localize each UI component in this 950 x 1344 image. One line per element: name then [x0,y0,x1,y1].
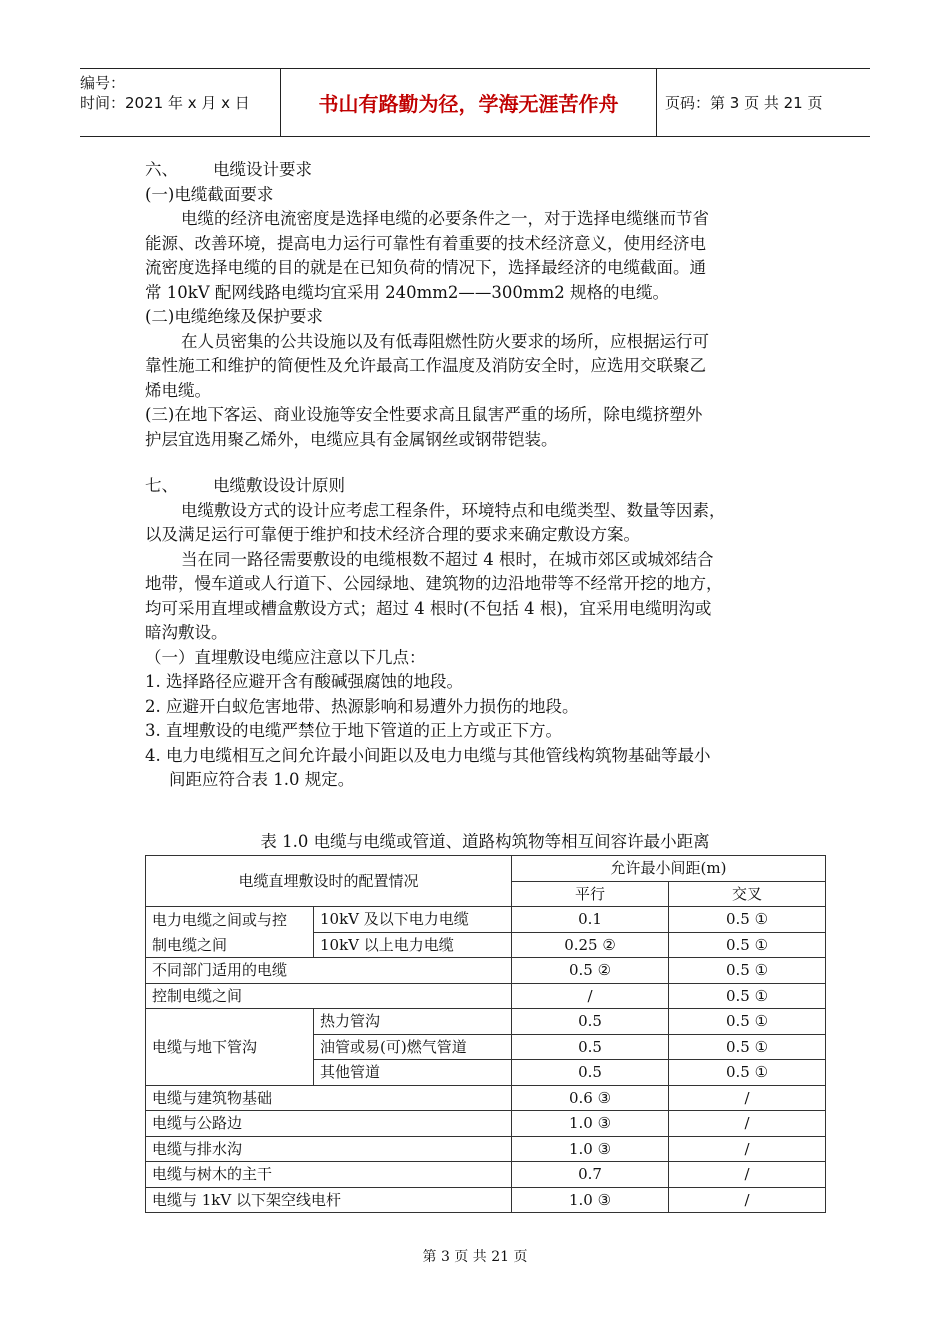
header-allowed-distance: 允许最小间距(m) [512,856,826,882]
row-sublabel: 热力管沟 [314,1009,512,1035]
parallel-value: 0.5 [512,1009,669,1035]
paragraph-line: 均可采用直埋或槽盒敷设方式；超过 4 根时(不包括 4 根)，宜采用电缆明沟或 [145,598,712,618]
list-item: 4. 电力电缆相互之间允许最小间距以及电力电缆与其他管线构筑物基础等最小 [145,745,711,765]
table-row [146,1136,826,1162]
table-row [146,1009,826,1035]
header-config: 电缆直埋敷设时的配置情况 [146,856,512,907]
page-footer: 第 3 页 共 21 页 [422,1249,528,1265]
row-label: 不同部门适用的电缆 [146,958,512,984]
table-row [146,1111,826,1137]
paragraph-line: 护层宜选用聚乙烯外，电缆应具有金属钢丝或钢带铠装。 [145,429,558,449]
paragraph-line: 在人员密集的公共设施以及有低毒阻燃性防火要求的场所，应根据运行可 [181,331,709,351]
row-label: 控制电缆之间 [146,983,512,1009]
row-label: 电缆与排水沟 [146,1136,512,1162]
list-item: 2. 应避开白蚁危害地带、热源影响和易遭外力损伤的地段。 [145,696,579,716]
header-page-number: 页码：第 3 页 共 21 页 [665,94,823,112]
row-label: 电缆与树木的主干 [146,1162,512,1188]
row-sublabel: 10kV 以上电力电缆 [314,932,512,958]
cross-value: 0.5 ① [669,932,826,958]
row-sublabel: 其他管道 [314,1060,512,1086]
paragraph-line: (三)在地下客运、商业设施等安全性要求高且鼠害严重的场所，除电缆挤塑外 [145,405,703,424]
cross-value: / [669,1187,826,1213]
section-heading-6 [145,158,805,183]
subheading: （一）直埋敷设电缆应注意以下几点： [145,647,426,667]
cross-value: / [669,1136,826,1162]
row-sublabel: 10kV 及以下电力电缆 [314,907,512,933]
table-row [146,1162,826,1188]
paragraph-line: 流密度选择电缆的目的就是在已知负荷的情况下，选择最经济的电缆截面。通 [145,258,706,277]
table-row [146,932,826,958]
cross-value: / [669,1111,826,1137]
section-title: 电缆设计要求 [213,160,312,179]
table-row [146,1187,826,1213]
section-number: 七、 [145,476,178,495]
row-label: 电力电缆之间或与控 [146,907,314,933]
parallel-value: 0.6 ③ [512,1085,669,1111]
code-label: 编号： [80,74,126,92]
paragraph-line: 当在同一路径需要敷设的电缆根数不超过 4 根时，在城市郊区或城郊结合 [181,549,714,569]
row-label: 制电缆之间 [146,932,314,958]
paragraph-line: 地带，慢车道或人行道下、公园绿地、建筑物的边沿地带等不经常开挖的地方， [145,574,723,593]
list-item-continuation: 间距应符合表 1.0 规定。 [169,770,355,789]
document-body [145,158,805,793]
header-cross: 交叉 [669,881,826,907]
cross-value: / [669,1085,826,1111]
parallel-value: 1.0 ③ [512,1111,669,1137]
cross-value: 0.5 ① [669,1009,826,1035]
paragraph-line: 以及满足运行可靠便于维护和技术经济合理的要求来确定敷设方案。 [145,525,640,544]
list-item: 3. 直埋敷设的电缆严禁位于地下管道的正上方或正下方。 [145,721,562,740]
page-header [80,68,870,137]
table-row [146,1085,826,1111]
distance-table [145,855,826,1213]
header-motto: 书山有路勤为径，学海无涯苦作舟 [280,69,657,136]
table-header-row [146,856,826,882]
parallel-value: 0.1 [512,907,669,933]
parallel-value: 0.5 [512,1034,669,1060]
row-label: 电缆与建筑物基础 [146,1085,512,1111]
header-meta [80,69,280,136]
table-row [146,907,826,933]
section-heading-7 [145,474,805,499]
table-caption: 表 1.0 电缆与电缆或管道、道路构筑物等相互间容许最小距离 [260,832,710,851]
row-label: 电缆与公路边 [146,1111,512,1137]
paragraph-line: 电缆的经济电流密度是选择电缆的必要条件之一，对于选择电缆继而节省 [181,209,709,228]
paragraph-line: 能源、改善环境，提高电力运行可靠性有着重要的技术经济意义，使用经济电 [145,233,706,253]
table-row [146,958,826,984]
cross-value: 0.5 ① [669,1060,826,1086]
paragraph-line: 暗沟敷设。 [145,623,228,642]
table-row [146,983,826,1009]
cross-value: / [669,1162,826,1188]
cross-value: 0.5 ① [669,983,826,1009]
paragraph-line: 电缆敷设方式的设计应考虑工程条件，环境特点和电缆类型、数量等因素， [181,500,726,520]
parallel-value: 0.5 ② [512,958,669,984]
subheading: (一)电缆截面要求 [145,184,274,204]
header-parallel: 平行 [512,881,669,907]
row-label: 电缆与地下管沟 [146,1009,314,1086]
paragraph-line: 靠性施工和维护的简便性及允许最高工作温度及消防安全时，应选用交联聚乙 [145,356,706,375]
time-label: 时间：2021 年 x 月 x 日 [80,94,250,112]
section-number: 六、 [145,160,178,179]
cross-value: 0.5 ① [669,958,826,984]
parallel-value: 0.5 [512,1060,669,1086]
list-item: 1. 选择路径应避开含有酸碱强腐蚀的地段。 [145,672,463,691]
cross-value: 0.5 ① [669,907,826,933]
paragraph-line: 烯电缆。 [145,380,211,400]
parallel-value: / [512,983,669,1009]
section-title: 电缆敷设设计原则 [213,476,345,495]
parallel-value: 1.0 ③ [512,1136,669,1162]
row-label: 电缆与 1kV 以下架空线电杆 [146,1187,512,1213]
cross-value: 0.5 ① [669,1034,826,1060]
row-sublabel: 油管或易(可)燃气管道 [314,1034,512,1060]
parallel-value: 1.0 ③ [512,1187,669,1213]
parallel-value: 0.25 ② [512,932,669,958]
parallel-value: 0.7 [512,1162,669,1188]
subheading: (二)电缆绝缘及保护要求 [145,307,323,326]
paragraph-line: 常 10kV 配网线路电缆均宜采用 240mm2——300mm2 规格的电缆。 [145,282,669,302]
